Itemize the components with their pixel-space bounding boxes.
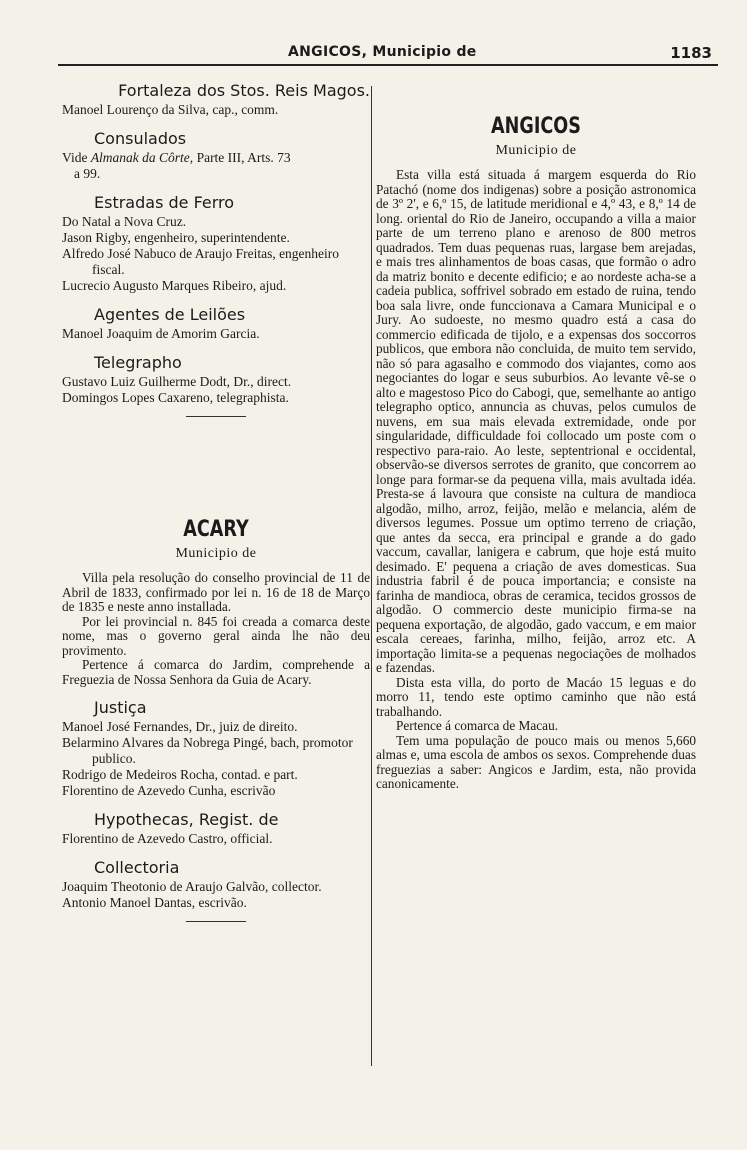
paragraph: Tem uma população de pouco mais ou menos 5,660 almas e, uma escola de ambos os sexos. Comprehende duas freguezias a saber: Angicos e Jardim, esta, não provida canonicamente. — [376, 732, 696, 791]
section-title-collectoria: Collectoria — [94, 858, 180, 877]
entry-line: Domingos Lopes Caxareno, telegraphista. — [62, 390, 289, 405]
entry-line: Vide Almanak da Côrte, Parte III, Arts. 73 — [62, 150, 291, 165]
page-header — [58, 36, 718, 66]
section-title-agentes: Agentes de Leilões — [94, 305, 246, 324]
section-rule — [186, 416, 246, 417]
left-column — [62, 80, 370, 932]
almanak-reference: Almanak da Côrte, — [90, 150, 194, 165]
paragraph: Pertence á comarca do Jardim, comprehende a Freguezia de Nossa Senhora da Guia de Acary. — [62, 657, 370, 687]
town-title-angicos: ANGICOS — [491, 114, 581, 139]
section-title-hypothecas: Hypothecas, Regist. de — [94, 810, 279, 829]
page-number: 1183 — [670, 44, 712, 62]
entry-line: a 99. — [74, 166, 101, 181]
entry-line: Rodrigo de Medeiros Rocha, contad. e part. — [62, 767, 298, 782]
municipio-subtitle: Municipio de — [495, 143, 577, 158]
paragraph: Por lei provincial n. 845 foi creada a comarca deste nome, mas o governo geral ainda lhe não deu provimento. — [62, 613, 370, 658]
right-column — [376, 80, 696, 792]
entry-line: Manoel Joaquim de Amorim Garcia. — [62, 326, 260, 341]
town-title-acary: ACARY — [183, 517, 249, 542]
section-title-consulados: Consulados — [94, 129, 187, 148]
entry-line: Joaquim Theotonio de Araujo Galvão, collector. — [62, 879, 322, 894]
column-divider — [371, 86, 372, 1066]
entry-line: Lucrecio Augusto Marques Ribeiro, ajud. — [62, 278, 287, 293]
paragraph: Dista esta villa, do porto de Macáo 15 leguas e do morro 11, tendo este optimo caminho que não está trabalhando. — [376, 674, 696, 719]
section-rule — [186, 921, 246, 922]
section-title-justica: Justiça — [94, 698, 147, 717]
section-title-estradas: Estradas de Ferro — [94, 193, 235, 212]
entry-line: Antonio Manoel Dantas, escrivão. — [62, 895, 247, 910]
entry-line: Alfredo José Nabuco de Araujo Freitas, engenheiro fiscal. — [62, 246, 340, 277]
entry-line: Manoel José Fernandes, Dr., juiz de direito. — [62, 719, 298, 734]
entry-line: Belarmino Alvares da Nobrega Pingé, bach, promotor publico. — [62, 735, 353, 766]
entry-line: Manoel Lourenço da Silva, cap., comm. — [62, 102, 279, 117]
entry-line: Do Natal a Nova Cruz. — [62, 214, 187, 229]
running-title: ANGICOS, Municipio de — [288, 44, 477, 60]
entry-line: Florentino de Azevedo Castro, official. — [62, 831, 273, 846]
paragraph: Esta villa está situada á margem esquerda do Rio Patachó (nome dos indigenas) sobre a posição astronomica de 3º 2', e 6,º 15, de latitude meridional e 4,º 43, e 8,º 14 de long. oriental do Rio de Janeiro, occupando a villa a maior parte de um terreno plano e arenoso de 800 metros quadrados. Tem duas pequenas ruas, largase bem arejadas, e mais tres alinhamentos de boas casas, que formão o adro da matriz bonito e decente edificio; e ao nordeste acha-se a cadeia publica, soffrivel sobrado em estado de ruina, tendo boa sala livre, onde funccionava a Camara Municipal e o Jury. Ao sudoeste, no mesmo quadro está a casa do commercio edificada de tijolo, e a expensas dos soccorros publicos, que embora não concluida, de muito tem servido, não só para agasalho e commodo dos viajantes, como aos negociantes do logar e seus suburbios. Ao levante vê-se o alto e magestoso Pico do Cabogi, que, semelhante ao antigo telegrapho optico, annuncia as chuvas, pelos cumulos de nuvens, em sua mais elevada extremidade, onde por singularidade, difficuldade foi collocado um poste com o respectivo para-raio. Ao leste, septentrional e occidental, observão-se diversos serrotes de granito, que concorrem ao longe para formar-se da pequena villa, mais avultada idéa. Presta-se á lavoura que consiste na cultura de mandioca algodão, milho, arroz, feijão, melão e melancia, além de diversos legumes. Possue um optimo terreno de criação, que antes da secca, era principal e grande a do gado vaccum, cavallar, lanigera e cabrum, que hoje está muito desimado. E' pequena a criação de aves domesticas. Sua industria fabril é de pouca importancia; e consiste na farinha de mandioca, obras de ceramica, tecidos grossos de algodão. O commercio deste municipio firma-se na pequena exportação, de algodão, gado vaccum, e em maior escala cereaes, farinha, milho, feijão, arroz etc. A importação limita-se a pequenas negociações de molhados e fazendas. — [376, 167, 696, 675]
entry-line: Florentino de Azevedo Cunha, escrivão — [62, 783, 276, 798]
section-title-fortaleza: Fortaleza dos Stos. Reis Magos. — [118, 81, 370, 100]
entry-line: Jason Rigby, engenheiro, superintendente. — [62, 230, 290, 245]
section-title-telegrapho: Telegrapho — [94, 353, 182, 372]
paragraph: Villa pela resolução do conselho provincial de 11 de Abril de 1833, confirmado por lei n. 16 de 18 de Março de 1835 e neste anno installada. — [62, 570, 370, 614]
paragraph: Pertence á comarca de Macau. — [396, 718, 559, 733]
entry-line: Gustavo Luiz Guilherme Dodt, Dr., direct. — [62, 374, 292, 389]
municipio-subtitle: Municipio de — [175, 546, 257, 561]
